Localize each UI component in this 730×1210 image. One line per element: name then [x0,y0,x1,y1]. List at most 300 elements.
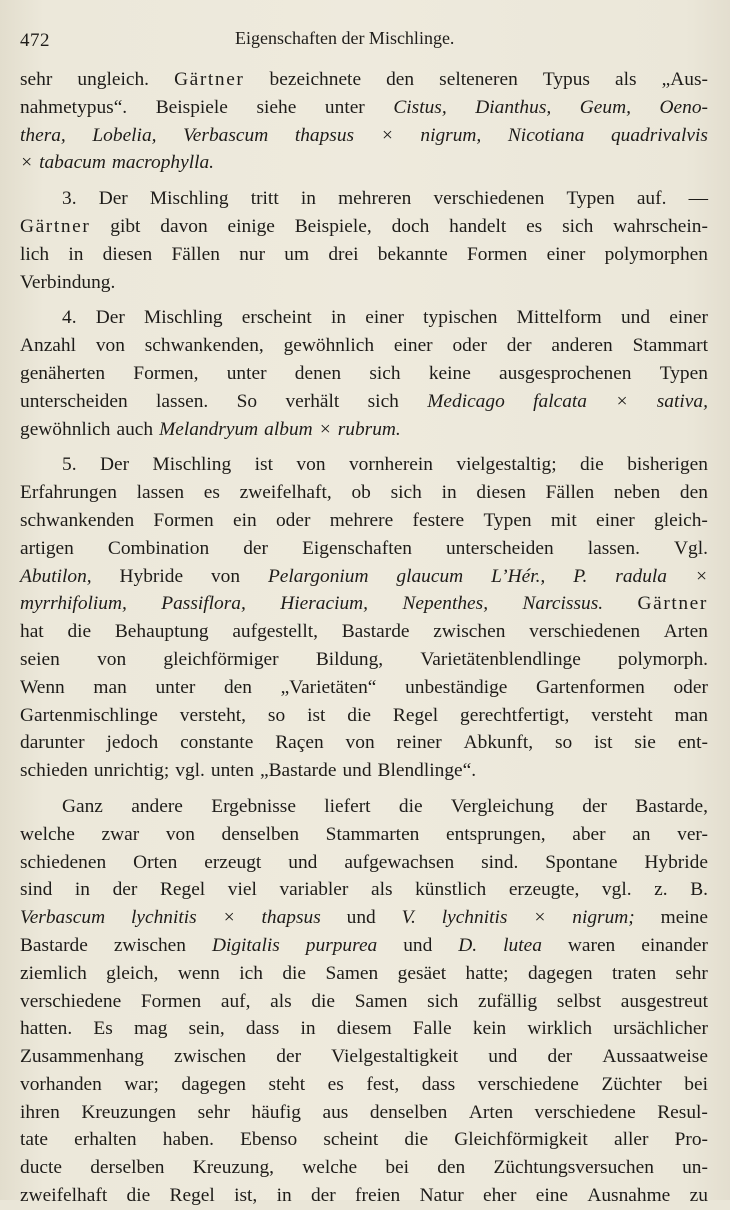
word: unter [155,676,196,698]
word: den [223,676,252,698]
text-line [20,563,708,591]
word: entsprungen, [445,823,546,845]
word: so [555,732,573,754]
word: von [210,565,241,587]
text-line [20,1099,708,1127]
word: tate [20,1129,48,1151]
body-text [20,66,708,1210]
word: erzeugte, [508,879,580,901]
text-line [20,904,708,932]
word: ziemlich [20,962,87,984]
text-line [20,507,708,535]
word: die [404,1129,429,1151]
word: Erfahrungen [20,482,117,504]
word: schieden [20,760,88,782]
word: denselben [221,823,300,845]
word: als [615,69,637,90]
word: es [526,215,543,237]
text-line [20,1182,708,1210]
word: schiedenen [20,851,107,873]
word: Cistus, [393,96,447,118]
word: hat [20,621,44,643]
word: erscheint [241,307,312,329]
text-line [20,988,708,1016]
word: Ergebnisse [211,795,296,817]
word: Dianthus, [475,96,552,118]
word: ob [351,482,371,504]
word: versteht [591,704,653,726]
word: bezeichnete [269,69,362,90]
word: dass [245,1018,280,1040]
word: ver- [677,823,708,845]
word: Samen [325,962,379,984]
word: Blendlinge“. [377,760,477,782]
word: ausgestreut [620,990,708,1012]
word: selbst [556,990,602,1012]
word: doch [391,215,430,237]
word: so [267,704,286,726]
word: drei [328,243,359,265]
word: Hybride [644,851,708,873]
word: in [330,307,347,329]
word: sie [634,732,656,754]
word: Anzahl [20,335,76,357]
word: 3. [62,188,77,210]
word: V. [401,907,416,929]
word: vgl. [175,760,205,782]
word: rubrum. [337,418,401,440]
word: auf, [220,990,251,1012]
word: versteht, [179,704,246,726]
word: constante [180,732,254,754]
word: in [74,879,91,901]
word: artigen [20,537,74,559]
word: meine [660,907,708,929]
word: Kreuzungen [81,1101,177,1123]
word: in [300,188,316,210]
word: aufgestellt, [232,621,318,643]
word: myrrhifolium, [20,593,127,615]
word: Typen [483,509,532,531]
word: typischen [423,307,498,329]
word: ent- [677,732,708,754]
word: Orten [133,851,178,873]
word: sich [390,482,422,504]
word: unrichtig; [93,760,170,782]
word: wahrschein- [613,215,708,237]
text-line [20,590,708,618]
word: Formen [140,990,202,1012]
word: reiner [396,732,442,754]
word: in [276,1185,292,1207]
word: schwankenden, [144,335,264,357]
word: verhält [285,390,340,412]
word: und [488,1046,518,1068]
word: Pro- [674,1129,708,1151]
word: Aussaatweise [602,1046,708,1068]
word: tabacum [39,152,106,174]
word: bisherigen [627,454,708,476]
word: „Varietäten“ [280,676,377,698]
text-line [20,876,708,904]
word: Vergleichung [450,795,554,817]
word: gesäet [397,962,447,984]
word: Melandryum [159,418,259,440]
word: lassen. [587,537,640,559]
word: eine [535,1185,569,1207]
word: × [318,418,332,440]
word: Ganz [62,795,103,817]
word: × [533,907,547,929]
word: Pelargonium [267,565,369,587]
word: diesen [102,243,153,265]
word: nigrum, [420,124,482,146]
word: lutea [503,934,542,956]
word: erzeugt [204,851,262,873]
word: um [284,243,310,265]
word: der [547,1046,573,1068]
word: Behauptung [114,621,209,643]
word: schwankenden [20,509,135,531]
word: einander [641,934,708,956]
word: einer [669,307,708,329]
word: × [694,565,708,587]
word: Abkunft, [463,732,534,754]
word: der [112,879,138,901]
word: unten [210,760,254,782]
running-head: Eigenschaften der Mischlinge. [235,28,455,48]
word: genäherten [20,362,106,384]
word: Formen [153,509,214,531]
word: neben [613,482,661,504]
word: Oeno- [659,96,708,118]
word: falcata [533,390,587,412]
word: vielgestaltig; [456,454,557,476]
word: zufällig [478,990,538,1012]
word: album [264,418,313,440]
word: „Aus- [661,69,708,90]
word: Hybride [119,565,184,587]
word: bekannte [377,243,448,265]
word: nahmetypus“. [20,96,128,118]
word: aufgewachsen [344,851,455,873]
word: hatte; [465,962,509,984]
word: und [288,851,318,873]
word: es [327,1073,344,1095]
word: zwischen [113,934,186,956]
text-line [20,213,708,241]
word: sativa, [656,390,708,412]
word: gerechtfertigt, [460,704,570,726]
word: ausgesprochenen [499,362,632,384]
word: bei [385,1157,410,1179]
word: Nicotiana [507,124,585,146]
word: diesem [336,1018,392,1040]
word: unbeständige [405,676,508,698]
word: Züchtungsversuchen [493,1157,654,1179]
word: einer [546,243,586,265]
word: Zusammenhang [20,1046,144,1068]
word: purpurea [305,934,378,956]
word: denselben [369,1101,448,1123]
word: war; [124,1073,159,1095]
word: 4. [62,307,77,329]
word: anderen [551,335,613,357]
word: selteneren [439,69,518,90]
word: lich [20,243,50,265]
word: steht [268,1073,306,1095]
word: nigrum; [572,907,635,929]
word: Lobelia, [92,124,157,146]
word: Fällen [171,243,220,265]
word: zu [689,1185,708,1207]
word: Gleichförmigkeit [454,1129,588,1151]
word: haben. [162,1129,214,1151]
word: als [370,879,393,901]
text-line [20,94,708,122]
word: Arten [468,1101,514,1123]
word: kein [472,1018,507,1040]
text-line [20,1071,708,1099]
word: Hieracium, [280,593,369,615]
word: Arten [663,621,708,643]
word: handelt [449,215,507,237]
word: Regel [159,879,206,901]
word: Typus [542,69,590,90]
word: ihren [20,1101,60,1123]
page-header [20,26,708,56]
page-number: 472 [20,30,50,51]
word: Passiflora, [161,593,246,615]
word: polymorphen [604,243,708,265]
text-line [20,269,708,297]
word: seien [20,648,60,670]
word: verschiedene [477,1073,579,1095]
text-line [20,729,708,757]
text-line [20,1043,708,1071]
word: Regel [169,1185,215,1207]
word: variabler [279,879,349,901]
word: Combination [107,537,210,559]
word: Mittelform [516,307,602,329]
word: aber [572,823,606,845]
word: vorhanden [20,1073,102,1095]
word: auch [116,418,154,440]
word: Narcissus. [522,593,604,615]
word: der [310,1185,336,1207]
word: lassen. [156,390,209,412]
word: Formen [466,243,528,265]
word: L’Hér., [491,565,546,587]
word: einer [596,509,635,531]
text-line [20,1154,708,1182]
word: ist [594,732,613,754]
word: die [126,1185,151,1207]
word: polymorph. [618,648,708,670]
text-line [20,388,708,416]
word: unterscheiden [20,390,128,412]
word: Bastarde [20,934,88,956]
word: dagegen [527,962,593,984]
word: die [282,962,307,984]
word: den [679,482,708,504]
word: unterscheiden [445,537,554,559]
word: davon [160,215,208,237]
word: Ebenso [240,1129,298,1151]
word: von [165,823,195,845]
text-line [20,1015,708,1043]
word: ich [239,962,263,984]
text-line [20,416,708,444]
word: Ausnahme [587,1185,671,1207]
text-line [20,1126,708,1154]
word: Der [95,307,125,329]
word: Medicago [427,390,505,412]
word: mehrere [329,509,394,531]
word: und [346,907,376,929]
word: z. [654,879,668,901]
word: vornherein [348,454,433,476]
word: D. [458,934,478,956]
word: × [615,390,629,412]
word: gleich, [106,962,159,984]
word: Beispiele [155,96,228,118]
word: und [620,307,651,329]
text-line [20,122,708,150]
text-line [20,332,708,360]
word: sein, [188,1018,225,1040]
word: jedoch [106,732,159,754]
word: P. [573,565,588,587]
word: den [437,1157,466,1179]
word: einer [365,307,404,329]
word: und [403,934,433,956]
word: gewöhnlich [20,418,111,440]
word: auf. [636,188,667,210]
word: gleich- [654,509,708,531]
word: ursächlicher [613,1018,708,1040]
word: Mischling [143,307,223,329]
text-line [20,757,708,785]
word: Mischling [152,454,232,476]
word: sich [367,390,399,412]
word: sind. [481,851,519,873]
word: künstlich [415,879,487,901]
word: zweifelhaft [20,1185,108,1207]
word: aus [322,1101,349,1123]
word: verschiedenen [433,188,545,210]
text-line [20,932,708,960]
word: Varietätenblendlinge [420,648,581,670]
word: mag [134,1018,168,1040]
word: der [243,537,268,559]
word: B. [690,879,708,901]
word: freien [355,1185,401,1207]
word: un- [682,1157,708,1179]
word: Kreuzung, [192,1157,275,1179]
word: radula [615,565,667,587]
word: sehr [675,962,708,984]
text-line [20,360,708,388]
word: zwischen [433,621,506,643]
word: von [296,454,326,476]
word: gewöhnlich [283,335,375,357]
word: Gärtner [174,69,245,90]
word: mehreren [338,188,412,210]
word: erhalten [74,1129,137,1151]
text-line [20,66,708,94]
word: sich [427,990,459,1012]
word: von [345,732,375,754]
text-line [20,793,708,821]
word: als [270,990,292,1012]
word: die [67,621,92,643]
text-line [20,149,708,177]
word: die [580,454,604,476]
word: Beispiele, [294,215,372,237]
word: unter [226,362,267,384]
word: × [20,152,34,174]
word: scheint [323,1129,379,1151]
word: die [398,795,423,817]
text-line [20,674,708,702]
word: Gartenmischlinge [20,704,158,726]
word: eher [483,1185,517,1207]
word: wirklich [527,1018,593,1040]
text-line [20,821,708,849]
word: zwischen [173,1046,247,1068]
word: der [506,335,532,357]
word: andere [131,795,183,817]
word: Typen [659,362,708,384]
word: Digitalis [211,934,280,956]
word: thapsus [294,124,355,146]
word: Der [100,454,130,476]
word: liefert [324,795,371,817]
word: dass [421,1073,456,1095]
word: sich [369,362,401,384]
word: mit [550,509,577,531]
word: Stammart [632,335,708,357]
word: einer [393,335,433,357]
word: von [97,648,127,670]
word: × [380,124,394,146]
word: Verbascum [183,124,269,146]
word: Bastarde [341,621,410,643]
word: ungleich. [77,69,149,90]
word: Fällen [545,482,595,504]
word: Vgl. [674,537,708,559]
word: fest, [366,1073,400,1095]
word: Verbascum [20,907,106,929]
word: ist [307,704,326,726]
text-line [20,479,708,507]
word: dagegen [181,1073,246,1095]
word: in [68,243,84,265]
word: Gartenformen [536,676,645,698]
word: Züchter [601,1073,662,1095]
word: siehe [256,96,297,118]
word: die [347,704,371,726]
word: lassen [136,482,185,504]
word: Bildung, [315,648,384,670]
text-line [20,185,708,213]
word: Raçen [275,732,324,754]
word: lychnitis [130,907,197,929]
text-line [20,849,708,877]
word: darunter [20,732,85,754]
word: „Bastarde [259,760,337,782]
